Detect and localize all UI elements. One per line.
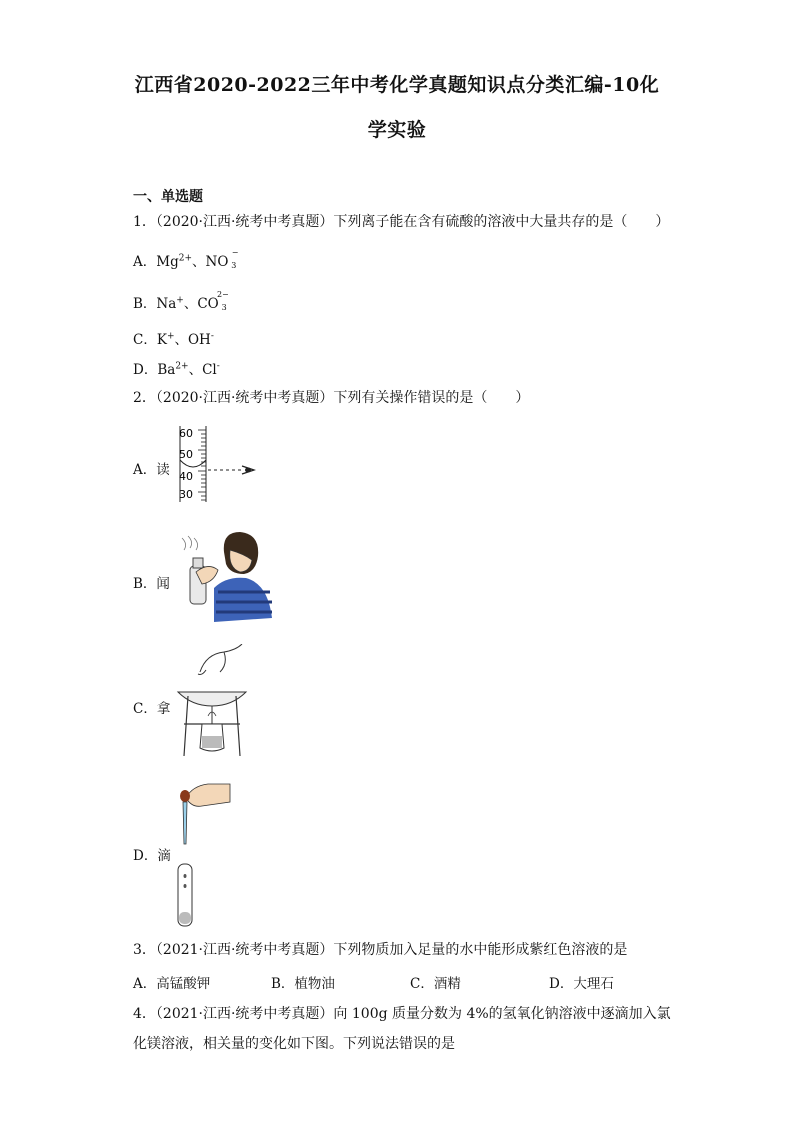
q3-option-b: B．植物油 [271, 976, 335, 992]
q2-option-d-label: D．滴 [133, 848, 171, 864]
question-4-stem-line1: 4．（2021·江西·统考中考真题）向 100g 质量分数为 4%的氢氧化钠溶液中逐滴加入氯 [133, 1006, 671, 1022]
scale-label-30: 30 [179, 488, 193, 501]
graduated-cylinder-figure [172, 424, 262, 504]
question-4-stem-line2: 化镁溶液，相关量的变化如下图。下列说法错误的是 [133, 1036, 455, 1052]
question-3-stem: 3．（2021·江西·统考中考真题）下列物质加入足量的水中能形成紫红色溶液的是 [133, 942, 628, 958]
evaporating-dish-figure [172, 644, 252, 760]
scale-label-40: 40 [179, 470, 193, 483]
dropper-figure [172, 780, 236, 930]
q3-options [0, 972, 794, 992]
q1-option-a: A．$Mg^{2+}$、NO − 3 [133, 248, 239, 270]
q2-option-c-label: C．拿 [133, 701, 171, 717]
section-heading: 一、单选题 [133, 189, 203, 205]
q1-option-c: C．K+、OH- [133, 331, 214, 348]
smelling-person-figure [174, 528, 274, 624]
q2-option-a-label: A．读 [133, 462, 170, 478]
scale-label-50: 50 [179, 448, 193, 461]
question-1-stem: 1．（2020·江西·统考中考真题）下列离子能在含有硫酸的溶液中大量共存的是（ ） [133, 214, 670, 230]
q1-option-d: D．$Ba^{2+}$、Cl- [133, 361, 220, 378]
q2-option-b-label: B．闻 [133, 576, 170, 592]
q3-option-d: D．大理石 [549, 976, 614, 992]
q3-option-a: A．高锰酸钾 [133, 976, 211, 992]
page-title-line1: 江西省2020-2022三年中考化学真题知识点分类汇编-10化 [134, 74, 660, 96]
q3-option-c: C．酒精 [410, 976, 461, 992]
page-title-line2: 学实验 [367, 119, 427, 141]
question-2-stem: 2．（2020·江西·统考中考真题）下列有关操作错误的是（ ） [133, 390, 530, 406]
q1-option-b: B．Na+、CO 2− 3 [133, 290, 229, 312]
scale-label-60: 60 [179, 427, 193, 440]
